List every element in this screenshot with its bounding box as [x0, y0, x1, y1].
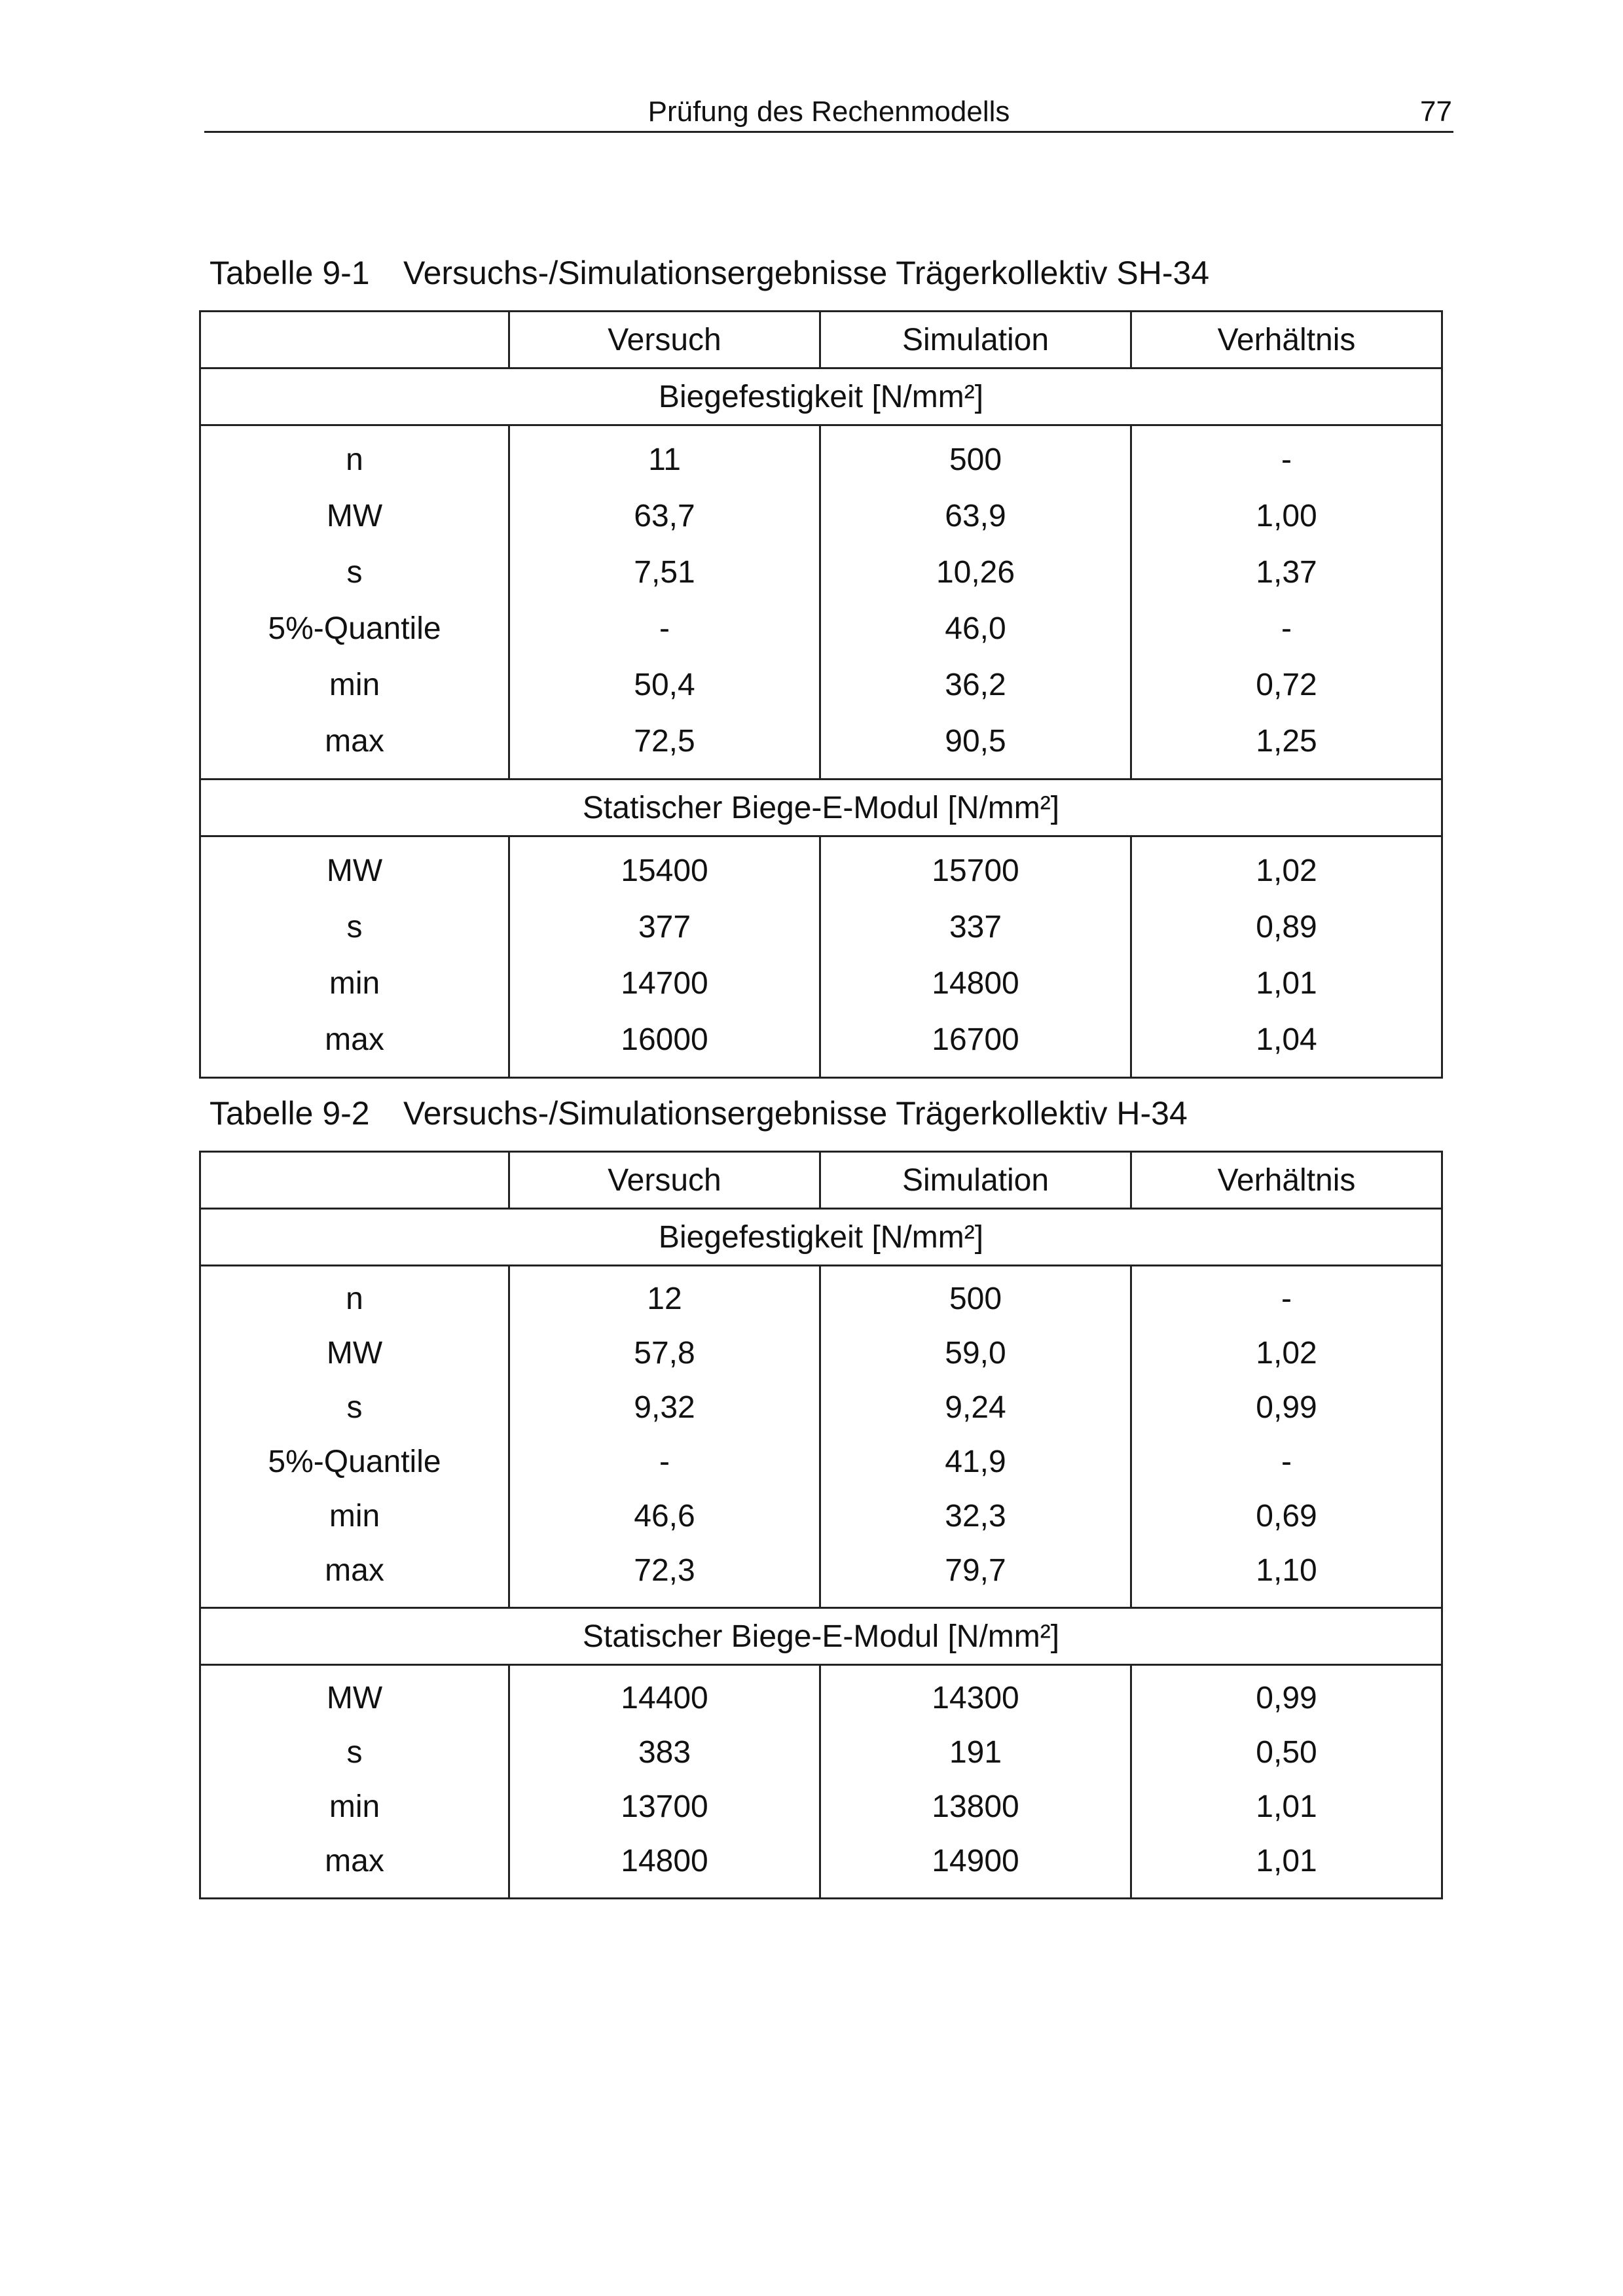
table-cell: 12	[509, 1266, 820, 1327]
table-cell: 41,9	[820, 1435, 1131, 1489]
row-label: min	[200, 1780, 509, 1834]
table-cell: 90,5	[820, 713, 1131, 780]
table-caption-number: Tabelle 9-2	[210, 1095, 370, 1132]
row-label: max	[200, 713, 509, 780]
table-cell: 500	[820, 425, 1131, 488]
row-label: MW	[200, 488, 509, 544]
row-label: 5%-Quantile	[200, 600, 509, 656]
table-cell: 50,4	[509, 656, 820, 713]
table-cell: 1,37	[1131, 544, 1442, 600]
table-cell: 14300	[820, 1665, 1131, 1726]
table-cell: 337	[820, 899, 1131, 955]
table-cell: 1,02	[1131, 836, 1442, 899]
table-cell: 72,3	[509, 1543, 820, 1608]
table-cell: 1,00	[1131, 488, 1442, 544]
header-cell: Versuch	[509, 312, 820, 368]
table-cell: 383	[509, 1725, 820, 1780]
header-cell: Verhältnis	[1131, 1152, 1442, 1209]
table-cell: -	[1131, 600, 1442, 656]
table-caption-text: Versuchs-/Simulationsergebnisse Trägerkollektiv SH-34	[403, 255, 1210, 291]
table-row	[200, 1725, 1442, 1780]
table-row	[200, 1665, 1442, 1726]
table-cell: 14800	[509, 1834, 820, 1899]
row-label: max	[200, 1543, 509, 1608]
table-cell: 15700	[820, 836, 1131, 899]
section-title-row	[200, 780, 1442, 836]
table-cell: 377	[509, 899, 820, 955]
table-cell: 1,02	[1131, 1326, 1442, 1380]
row-label: MW	[200, 1326, 509, 1380]
row-label: s	[200, 544, 509, 600]
table-cell: 0,50	[1131, 1725, 1442, 1780]
table-row	[200, 1326, 1442, 1380]
table-row	[200, 488, 1442, 544]
row-label: n	[200, 1266, 509, 1327]
section-title: Biegefestigkeit [N/mm²]	[200, 368, 1442, 425]
table-cell: 13800	[820, 1780, 1131, 1834]
table-header-row	[200, 1152, 1442, 1209]
table-cell: 14400	[509, 1665, 820, 1726]
page-number: 77	[1420, 96, 1452, 128]
table-cell: 0,89	[1131, 899, 1442, 955]
table-cell: 0,72	[1131, 656, 1442, 713]
table-cell: 46,0	[820, 600, 1131, 656]
table-caption-number: Tabelle 9-1	[210, 255, 370, 291]
table-cell: 10,26	[820, 544, 1131, 600]
table-row	[200, 600, 1442, 656]
table-row	[200, 955, 1442, 1011]
section-title: Statischer Biege-E-Modul [N/mm²]	[200, 1608, 1442, 1665]
table-row	[200, 899, 1442, 955]
table-cell: 191	[820, 1725, 1131, 1780]
table-cell: 9,24	[820, 1380, 1131, 1435]
results-table-h34	[199, 1151, 1443, 1899]
table-caption-text: Versuchs-/Simulationsergebnisse Trägerkollektiv H-34	[403, 1095, 1188, 1132]
table-row	[200, 836, 1442, 899]
table-cell: 16000	[509, 1011, 820, 1078]
row-label: min	[200, 1489, 509, 1543]
row-label: s	[200, 899, 509, 955]
table-cell: -	[1131, 1266, 1442, 1327]
section-title: Statischer Biege-E-Modul [N/mm²]	[200, 780, 1442, 836]
table-cell: 1,25	[1131, 713, 1442, 780]
row-label: min	[200, 656, 509, 713]
table-row	[200, 656, 1442, 713]
table-cell: 46,6	[509, 1489, 820, 1543]
table-row	[200, 713, 1442, 780]
table-cell: 13700	[509, 1780, 820, 1834]
table-cell: 7,51	[509, 544, 820, 600]
row-label: MW	[200, 1665, 509, 1726]
table-cell: 63,7	[509, 488, 820, 544]
header-cell: Simulation	[820, 312, 1131, 368]
row-label: max	[200, 1011, 509, 1078]
row-label: MW	[200, 836, 509, 899]
table-cell: 0,99	[1131, 1380, 1442, 1435]
table-caption	[210, 254, 1209, 292]
table-row	[200, 1489, 1442, 1543]
table-cell: 14800	[820, 955, 1131, 1011]
table-cell: 1,01	[1131, 1780, 1442, 1834]
header-cell: Verhältnis	[1131, 312, 1442, 368]
section-title: Biegefestigkeit [N/mm²]	[200, 1209, 1442, 1266]
table-cell: 1,04	[1131, 1011, 1442, 1078]
table-row	[200, 1780, 1442, 1834]
section-title-row	[200, 1209, 1442, 1266]
header-cell	[200, 312, 509, 368]
table-cell: -	[509, 1435, 820, 1489]
row-label: n	[200, 425, 509, 488]
table-cell: 36,2	[820, 656, 1131, 713]
table-row	[200, 1834, 1442, 1899]
header-cell	[200, 1152, 509, 1209]
table-cell: 11	[509, 425, 820, 488]
table-cell: 15400	[509, 836, 820, 899]
table-cell: -	[1131, 425, 1442, 488]
header-cell: Versuch	[509, 1152, 820, 1209]
table-cell: 79,7	[820, 1543, 1131, 1608]
table-cell: 59,0	[820, 1326, 1131, 1380]
table-row	[200, 1011, 1442, 1078]
row-label: 5%-Quantile	[200, 1435, 509, 1489]
table-row	[200, 1435, 1442, 1489]
section-title-row	[200, 368, 1442, 425]
table-cell: 72,5	[509, 713, 820, 780]
table-row	[200, 1543, 1442, 1608]
results-table-sh34	[199, 310, 1443, 1079]
table-row	[200, 1380, 1442, 1435]
table-cell: 1,01	[1131, 955, 1442, 1011]
table-cell: -	[1131, 1435, 1442, 1489]
table-cell: 500	[820, 1266, 1131, 1327]
table-cell: -	[509, 600, 820, 656]
table-cell: 14700	[509, 955, 820, 1011]
running-header	[204, 92, 1453, 133]
table-cell: 1,10	[1131, 1543, 1442, 1608]
table-cell: 1,01	[1131, 1834, 1442, 1899]
table-cell: 32,3	[820, 1489, 1131, 1543]
table-cell: 16700	[820, 1011, 1131, 1078]
header-cell: Simulation	[820, 1152, 1131, 1209]
table-cell: 0,99	[1131, 1665, 1442, 1726]
table-cell: 57,8	[509, 1326, 820, 1380]
row-label: min	[200, 955, 509, 1011]
row-label: max	[200, 1834, 509, 1899]
table-cell: 0,69	[1131, 1489, 1442, 1543]
row-label: s	[200, 1725, 509, 1780]
section-title-row	[200, 1608, 1442, 1665]
table-row	[200, 425, 1442, 488]
table-row	[200, 1266, 1442, 1327]
row-label: s	[200, 1380, 509, 1435]
table-header-row	[200, 312, 1442, 368]
table-cell: 14900	[820, 1834, 1131, 1899]
running-header-title: Prüfung des Rechenmodells	[647, 96, 1010, 128]
table-cell: 9,32	[509, 1380, 820, 1435]
table-row	[200, 544, 1442, 600]
table-cell: 63,9	[820, 488, 1131, 544]
table-caption	[210, 1094, 1188, 1132]
